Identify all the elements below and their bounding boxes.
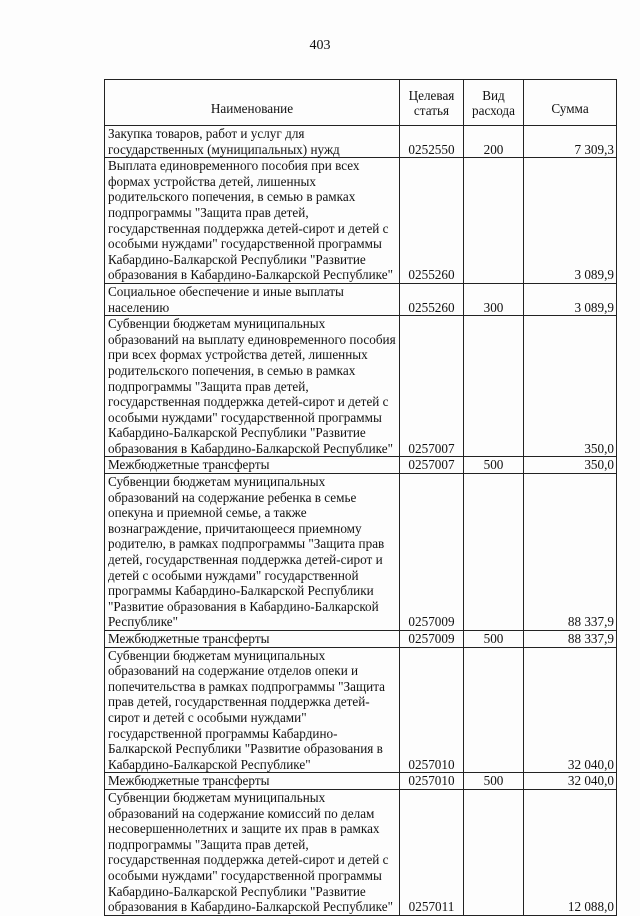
table-row bbox=[105, 474, 617, 631]
budget-table bbox=[104, 79, 617, 916]
row-code: 0257010 bbox=[400, 773, 464, 790]
row-sum: 32 040,0 bbox=[524, 773, 617, 790]
table-header-row bbox=[105, 80, 617, 126]
row-code: 0257007 bbox=[400, 316, 464, 457]
row-kind: 500 bbox=[464, 457, 524, 474]
row-code: 0257009 bbox=[400, 474, 464, 631]
row-sum: 3 089,9 bbox=[524, 283, 617, 315]
row-sum: 12 088,0 bbox=[524, 789, 617, 915]
row-code: 0257010 bbox=[400, 647, 464, 773]
table-row bbox=[105, 316, 617, 457]
row-code: 0257011 bbox=[400, 789, 464, 915]
row-sum: 7 309,3 bbox=[524, 126, 617, 158]
table-row bbox=[105, 283, 617, 315]
row-sum: 88 337,9 bbox=[524, 631, 617, 648]
row-name: Межбюджетные трансферты bbox=[105, 631, 400, 648]
row-name: Социальное обеспечение и иные выплаты населению bbox=[105, 283, 400, 315]
row-kind bbox=[464, 474, 524, 631]
table-row bbox=[105, 457, 617, 474]
row-kind: 500 bbox=[464, 631, 524, 648]
row-name: Закупка товаров, работ и услуг для государственных (муниципальных) нужд bbox=[105, 126, 400, 158]
table-row bbox=[105, 773, 617, 790]
table-row bbox=[105, 631, 617, 648]
page-number: 403 bbox=[309, 38, 331, 53]
row-name: Выплата единовременного пособия при всех формах устройства детей, лишенных родительского попечения, в семью в рамках подпрограммы "Защита прав детей, государственная поддержка детей-сирот и детей с особыми нуждами" государственной программы Кабардино-Балкарской Республики "Развитие образования в Кабардино-Балкарской Республике" bbox=[105, 158, 400, 284]
row-name: Межбюджетные трансферты bbox=[105, 773, 400, 790]
header-name: Наименование bbox=[105, 80, 400, 126]
row-sum: 350,0 bbox=[524, 457, 617, 474]
row-kind: 200 bbox=[464, 126, 524, 158]
row-code: 0255260 bbox=[400, 283, 464, 315]
row-name: Субвенции бюджетам муниципальных образований на выплату единовременного пособия при всех формах устройства детей, лишенных родительского попечения, в семью в рамках подпрограммы "Защита прав детей, государственная поддержка детей-сирот и детей с особыми нуждами" государственной программы Кабардино-Балкарской Республики "Развитие образования в Кабардино-Балкарской Республике" bbox=[105, 316, 400, 457]
table-row bbox=[105, 789, 617, 915]
table-row bbox=[105, 158, 617, 284]
row-sum: 3 089,9 bbox=[524, 158, 617, 284]
header-code: Целевая статья bbox=[400, 80, 464, 126]
row-kind bbox=[464, 158, 524, 284]
table-row bbox=[105, 126, 617, 158]
row-kind: 500 bbox=[464, 773, 524, 790]
row-code: 0257007 bbox=[400, 457, 464, 474]
row-name: Субвенции бюджетам муниципальных образований на содержание отделов опеки и попечительства в рамках подпрограммы "Защита прав детей, государственная поддержка детей-сирот и детей с особыми нуждами" государственной программы Кабардино-Балкарской Республики "Развитие образования в Кабардино-Балкарской Республике" bbox=[105, 647, 400, 773]
header-kind: Вид расхода bbox=[464, 80, 524, 126]
row-code: 0255260 bbox=[400, 158, 464, 284]
row-name: Межбюджетные трансферты bbox=[105, 457, 400, 474]
row-kind: 300 bbox=[464, 283, 524, 315]
table-row bbox=[105, 647, 617, 773]
row-code: 0252550 bbox=[400, 126, 464, 158]
row-name: Субвенции бюджетам муниципальных образований на содержание комиссий по делам несовершеннолетних и защите их прав в рамках подпрограммы "Защита прав детей, государственная поддержка детей-сирот и детей с особыми нуждами" государственной программы Кабардино-Балкарской Республики "Развитие образования в Кабардино-Балкарской Республике" bbox=[105, 789, 400, 915]
row-kind bbox=[464, 316, 524, 457]
header-sum: Сумма bbox=[524, 80, 617, 126]
row-sum: 32 040,0 bbox=[524, 647, 617, 773]
row-code: 0257009 bbox=[400, 631, 464, 648]
row-kind bbox=[464, 647, 524, 773]
row-name: Субвенции бюджетам муниципальных образований на содержание ребенка в семье опекуна и приемной семье, а также вознаграждение, причитающееся приемному родителю, в рамках подпрограммы "Защита прав детей, государственная поддержка детей-сирот и детей с особыми нуждами" государственной программы Кабардино-Балкарской Республики "Развитие образования в Кабардино-Балкарской Республике" bbox=[105, 474, 400, 631]
row-sum: 88 337,9 bbox=[524, 474, 617, 631]
row-kind bbox=[464, 789, 524, 915]
row-sum: 350,0 bbox=[524, 316, 617, 457]
